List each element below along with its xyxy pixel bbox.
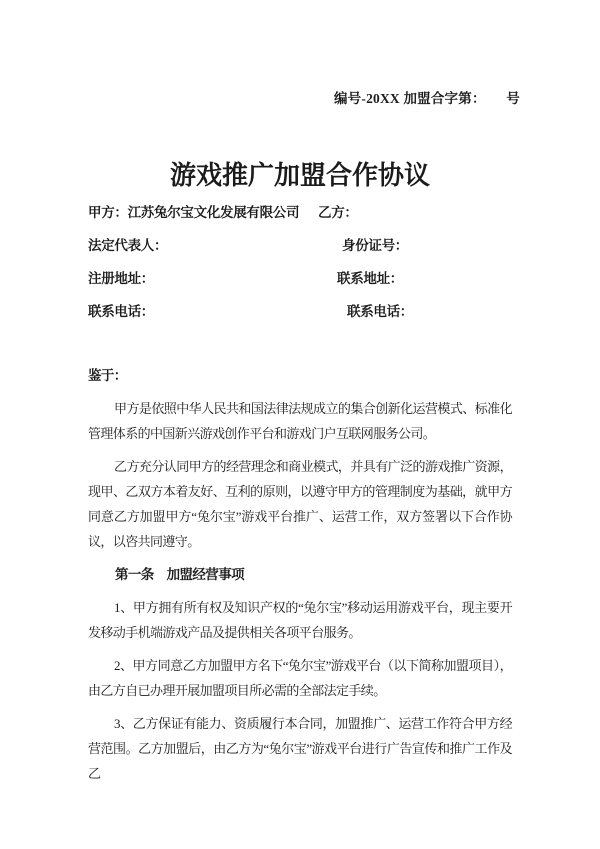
registered-address-label: 注册地址： bbox=[88, 271, 154, 286]
party-row-3 bbox=[88, 262, 512, 295]
legal-representative-label: 法定代表人： bbox=[88, 238, 168, 253]
party-row-2 bbox=[88, 229, 512, 262]
section-1-heading: 第一条 加盟经营事项 bbox=[115, 567, 244, 582]
parties-block bbox=[88, 196, 512, 328]
party-b-label: 乙方： bbox=[318, 205, 358, 220]
document-title: 游戏推广加盟合作协议 bbox=[169, 161, 430, 191]
party-a-phone-label: 联系电话： bbox=[88, 304, 154, 319]
recital-paragraph-2: 乙方充分认同甲方的经营理念和商业模式，并具有广泛的游戏推广资源，现甲、乙双方本着友好、互利的原则，以遵守甲方的管理制度为基础，就甲方同意乙方加盟甲方“兔尔宝”游戏平台推广、运营工作，双方签署以下合作协议，以咨共同遵守。 bbox=[88, 459, 512, 549]
section-1-item-3: 3、乙方保证有能力、资质履行本合同，加盟推广、运营工作符合甲方经营范围。乙方加盟后，由乙方为“兔尔宝”游戏平台进行广告宣传和推广工作及乙 bbox=[88, 716, 512, 781]
recital-paragraph-1: 甲方是依照中华人民共和国法律法规成立的集合创新化运营模式、标准化管理体系的中国新兴游戏创作平台和游戏门户互联网服务公司。 bbox=[88, 401, 512, 441]
section-1-item-1: 1、甲方拥有所有权及知识产权的“兔尔宝”移动运用游戏平台，现主要开发移动手机端游戏产品及提供相关各项平台服务。 bbox=[88, 600, 512, 640]
id-number-label: 身份证号： bbox=[342, 238, 408, 253]
contact-address-label: 联系地址： bbox=[337, 271, 403, 286]
party-row-4 bbox=[88, 295, 512, 328]
party-row-1 bbox=[88, 196, 512, 229]
party-b-phone-label: 联系电话： bbox=[347, 304, 413, 319]
recitals-heading: 鉴于： bbox=[88, 368, 127, 383]
section-1-item-2: 2、甲方同意乙方加盟甲方名下“兔尔宝”游戏平台（以下简称加盟项目），由乙方自已办理开展加盟项目所必需的全部法定手续。 bbox=[88, 658, 512, 698]
contract-body bbox=[88, 363, 512, 786]
document-number-line: 编号-20XX 加盟合字第： 号 bbox=[333, 91, 520, 106]
party-a-name: 甲方：江苏兔尔宝文化发展有限公司 bbox=[88, 205, 300, 220]
